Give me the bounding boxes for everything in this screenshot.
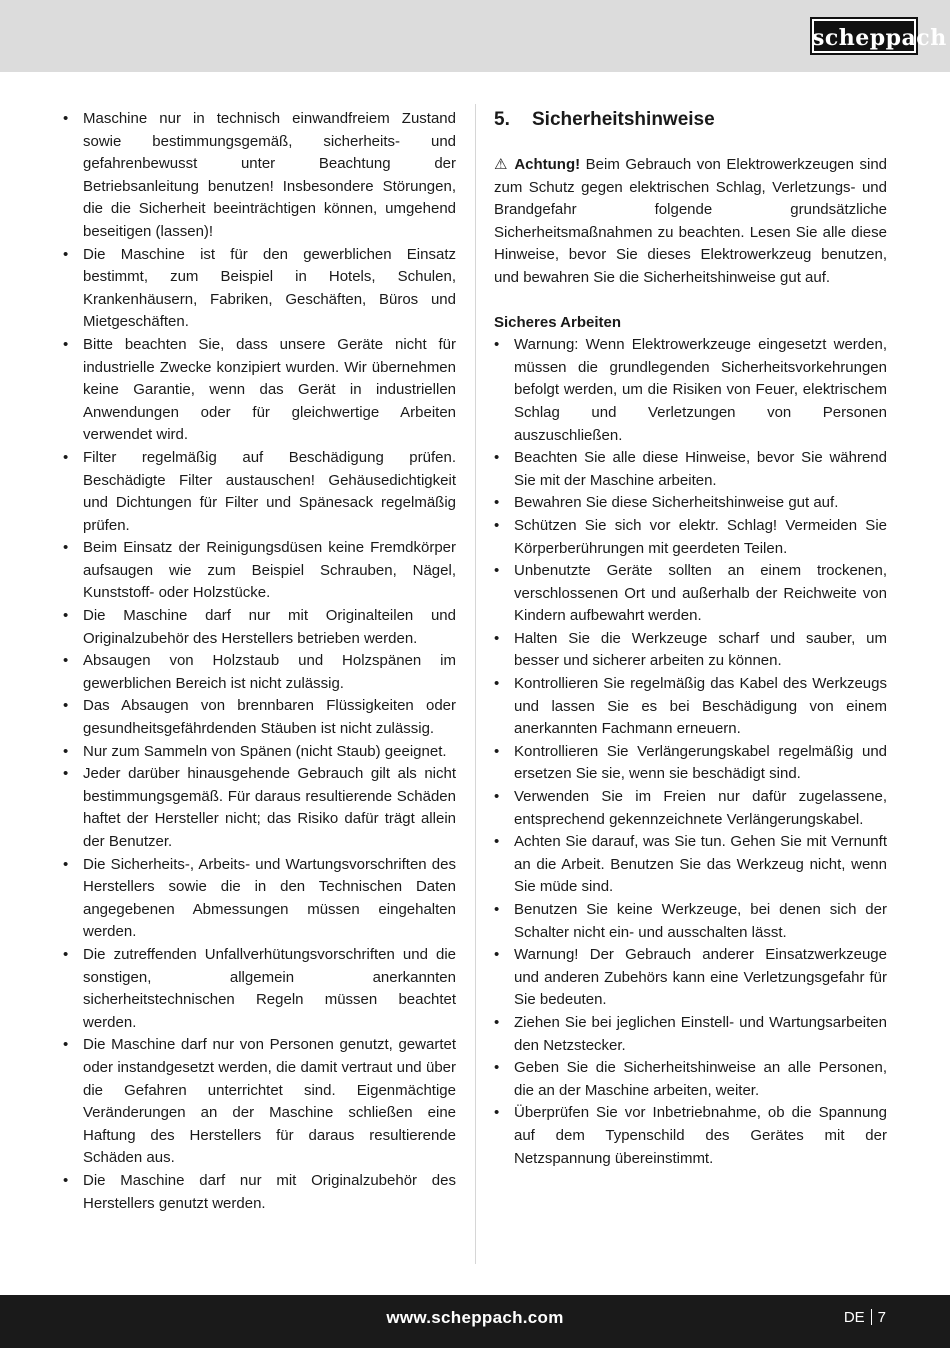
section-number: 5. <box>494 109 510 130</box>
list-item-text: Achten Sie darauf, was Sie tun. Gehen Sie mit Vernunft an die Arbeit. Benutzen Sie das Werkzeug nicht, wenn Sie müde sind. <box>514 833 887 896</box>
list-item <box>63 695 456 740</box>
bullet-icon: • <box>63 855 69 873</box>
list-item-text: Beachten Sie alle diese Hinweise, bevor Sie während Sie mit der Maschine arbeiten. <box>514 449 887 489</box>
brand-logo: scheppach <box>810 17 918 55</box>
bullet-icon: • <box>494 901 500 918</box>
list-item <box>63 1170 456 1215</box>
list-item <box>494 673 887 741</box>
list-item-text: Kontrollieren Sie regelmäßig das Kabel des Werkzeugs und lassen Sie es bei Beschädigung von einem anerkannten Fachmann erneuern. <box>514 675 887 738</box>
left-column <box>63 108 456 1215</box>
list-item <box>494 831 887 899</box>
right-column <box>494 108 887 1170</box>
list-item-text: Das Absaugen von brennbaren Flüssigkeiten oder gesundheitsgefährdenden Stäuben ist nicht zulässig. <box>83 697 456 738</box>
list-item <box>494 741 887 786</box>
list-item-text: Die Sicherheits-, Arbeits- und Wartungsvorschriften des Herstellers sowie die in den Technischen Daten angegebenen Abmessungen müssen eingehalten werden. <box>83 855 456 941</box>
bullet-icon: • <box>494 494 500 512</box>
subheading-safe-work: Sicheres Arbeiten <box>494 313 621 331</box>
right-bullet-list <box>494 334 887 1170</box>
list-item <box>63 108 456 244</box>
list-item-text: Ziehen Sie bei jeglichen Einstell- und Wartungsarbeiten den Netzstecker. <box>514 1013 887 1054</box>
list-item <box>494 334 887 447</box>
list-item <box>494 944 887 1012</box>
list-item <box>63 447 456 537</box>
list-item <box>494 1057 887 1102</box>
list-item <box>63 605 456 650</box>
list-item <box>63 944 456 1034</box>
footer-page-indicator <box>844 1295 886 1341</box>
bullet-icon: • <box>494 788 500 806</box>
list-item <box>494 628 887 673</box>
bullet-icon: • <box>63 110 69 127</box>
bullet-icon: • <box>494 1104 500 1122</box>
list-item-text: Absaugen von Holzstaub und Holzspänen im gewerblichen Bereich ist nicht zulässig. <box>83 652 456 692</box>
list-item <box>494 899 887 944</box>
list-item <box>494 447 887 492</box>
list-item-text: Filter regelmäßig auf Beschädigung prüfen. Beschädigte Filter austauschen! Gehäusedichtigkeit und Dichtungen für Filter und Spänesack regelmäßig prüfen. <box>83 448 456 534</box>
list-item <box>494 786 887 831</box>
list-item-text: Die Maschine darf nur mit Originalzubehör des Herstellers genutzt werden. <box>83 1171 456 1212</box>
list-item-text: Die zutreffenden Unfallverhütungsvorschriften und die sonstigen, allgemein anerkannten sicherheitstechnischen Regeln müssen beachtet werden. <box>83 945 456 1031</box>
list-item-text: Die Maschine ist für den gewerblichen Einsatz bestimmt, zum Beispiel in Hotels, Schulen, Krankenhäusern, Fabriken, Geschäften, Büros und Mietgeschäften. <box>83 245 456 331</box>
list-item-text: Bewahren Sie diese Sicherheitshinweise gut auf. <box>514 494 839 512</box>
list-item <box>494 560 887 628</box>
list-item-text: Schützen Sie sich vor elektr. Schlag! Vermeiden Sie Körperberührungen mit geerdeten Teilen. <box>514 516 887 557</box>
list-item <box>494 1102 887 1170</box>
list-item-text: Warnung! Der Gebrauch anderer Einsatzwerkzeuge und anderen Zubehörs kann eine Verletzungsgefahr für Sie bedeuten. <box>514 946 887 1009</box>
bullet-icon: • <box>494 675 500 693</box>
warning-label: Achtung! <box>514 156 581 173</box>
bullet-icon: • <box>494 1013 500 1031</box>
list-item-text: Überprüfen Sie vor Inbetriebnahme, ob die Spannung auf dem Typenschild des Gerätes mit der Netzspannung übereinstimmt. <box>514 1104 887 1167</box>
list-item-text: Die Maschine darf nur mit Originalteilen und Originalzubehör des Herstellers betrieben werden. <box>83 607 456 647</box>
bullet-icon: • <box>494 742 500 760</box>
list-item-text: Halten Sie die Werkzeuge scharf und sauber, um besser und sicherer arbeiten zu können. <box>514 629 887 670</box>
list-item-text: Kontrollieren Sie Verlängerungskabel regelmäßig und ersetzen Sie sie, wenn sie beschädigt sind. <box>514 742 887 783</box>
section-title: Sicherheitshinweise <box>532 109 715 130</box>
header-band <box>0 0 950 72</box>
bullet-icon: • <box>63 335 69 353</box>
bullet-icon: • <box>63 1171 69 1189</box>
bullet-icon: • <box>63 765 69 783</box>
warning-paragraph <box>494 154 887 290</box>
bullet-icon: • <box>63 945 69 963</box>
list-item-text: Nur zum Sammeln von Spänen (nicht Staub) geeignet. <box>83 742 447 760</box>
bullet-icon: • <box>494 336 500 354</box>
column-divider <box>475 104 476 1264</box>
list-item-text: Geben Sie die Sicherheitshinweise an alle Personen, die an der Maschine arbeiten, weiter. <box>514 1059 887 1099</box>
bullet-icon: • <box>63 652 69 670</box>
list-item <box>63 1034 456 1170</box>
list-item <box>494 1012 887 1057</box>
bullet-icon: • <box>63 742 69 760</box>
bullet-icon: • <box>63 539 69 557</box>
list-item-text: Verwenden Sie im Freien nur dafür zugelassene, entsprechend gekennzeichnete Verlängerungskabel. <box>514 788 887 828</box>
bullet-icon: • <box>494 516 500 534</box>
footer-page-number: 7 <box>877 1309 886 1326</box>
list-item-text: Jeder darüber hinausgehende Gebrauch gilt als nicht bestimmungsgemäß. Für daraus resultierende Schäden haftet der Hersteller nicht; das Risiko dafür trägt allein der Benutzer. <box>83 765 456 850</box>
list-item-text: Warnung: Wenn Elektrowerkzeuge eingesetzt werden, müssen die grundlegenden Sicherheitsvorkehrungen befolgt werden, um die Risiken von Feuer, elektrischem Schlag und Verletzungen von Personen auszuschließen. <box>514 336 887 444</box>
list-item-text: Bitte beachten Sie, dass unsere Geräte nicht für industrielle Zwecke konzipiert wurden. Wir übernehmen keine Garantie, wenn das Gerät in industriellen Anwendungen oder für gleichwertige Arbeiten verwendet wird. <box>83 335 456 444</box>
footer-separator <box>871 1309 872 1325</box>
list-item <box>63 244 456 334</box>
footer-website: www.scheppach.com <box>386 1308 564 1327</box>
list-item <box>63 537 456 605</box>
warning-triangle-icon: ⚠ <box>494 156 509 173</box>
list-item-text: Benutzen Sie keine Werkzeuge, bei denen sich der Schalter nicht ein- und ausschalten lässt. <box>514 901 887 941</box>
bullet-icon: • <box>63 607 69 625</box>
left-bullet-list <box>63 108 456 1215</box>
list-item <box>494 515 887 560</box>
list-item <box>63 763 456 853</box>
footer-language: DE <box>843 1309 865 1326</box>
bullet-icon: • <box>494 946 500 964</box>
list-item <box>494 492 887 515</box>
bullet-icon: • <box>494 1059 500 1077</box>
list-item <box>63 650 456 695</box>
list-item-text: Die Maschine darf nur von Personen genutzt, gewartet oder instandgesetzt werden, die damit vertraut und über die Gefahren unterrichtet sind. Eigenmächtige Veränderungen an der Maschine schließen eine Haftung des Herstellers für daraus resultierende Schäden aus. <box>83 1036 456 1167</box>
bullet-icon: • <box>63 448 69 466</box>
warning-text: Beim Gebrauch von Elektrowerkzeugen sind zum Schutz gegen elektrischen Schlag, Verletzungs- und Brandgefahr folgende grundsätzliche Sicherheitsmaßnahmen zu beachten. Lesen Sie alle diese Hinweise, bevor Sie dieses Elektrowerkzeug benutzen, und bewahren Sie die Sicherheitshinweise gut auf. <box>494 156 888 286</box>
bullet-icon: • <box>63 245 69 263</box>
list-item-text: Maschine nur in technisch einwandfreiem Zustand sowie bestimmungsgemäß, sicherheits- und gefahrenbewusst unter Beachtung der Betriebsanleitung benutzen! Insbesondere Störungen, die die Sicherheit beeinträchtigen können, umgehend beseitigen (lassen)! <box>83 110 456 240</box>
section-heading <box>494 108 887 132</box>
list-item <box>63 334 456 447</box>
bullet-icon: • <box>494 629 500 647</box>
list-item <box>63 854 456 944</box>
bullet-icon: • <box>63 697 69 715</box>
bullet-icon: • <box>494 562 500 580</box>
bullet-icon: • <box>63 1036 69 1054</box>
list-item-text: Beim Einsatz der Reinigungsdüsen keine Fremdkörper aufsaugen wie zum Beispiel Schrauben, Nägel, Kunststoff- oder Holzstücke. <box>83 539 456 602</box>
list-item <box>63 741 456 764</box>
bullet-icon: • <box>494 833 500 851</box>
list-item-text: Unbenutzte Geräte sollten an einem trockenen, verschlossenen Ort und außerhalb der Reichweite von Kindern aufbewahrt werden. <box>514 562 887 625</box>
bullet-icon: • <box>494 449 500 467</box>
